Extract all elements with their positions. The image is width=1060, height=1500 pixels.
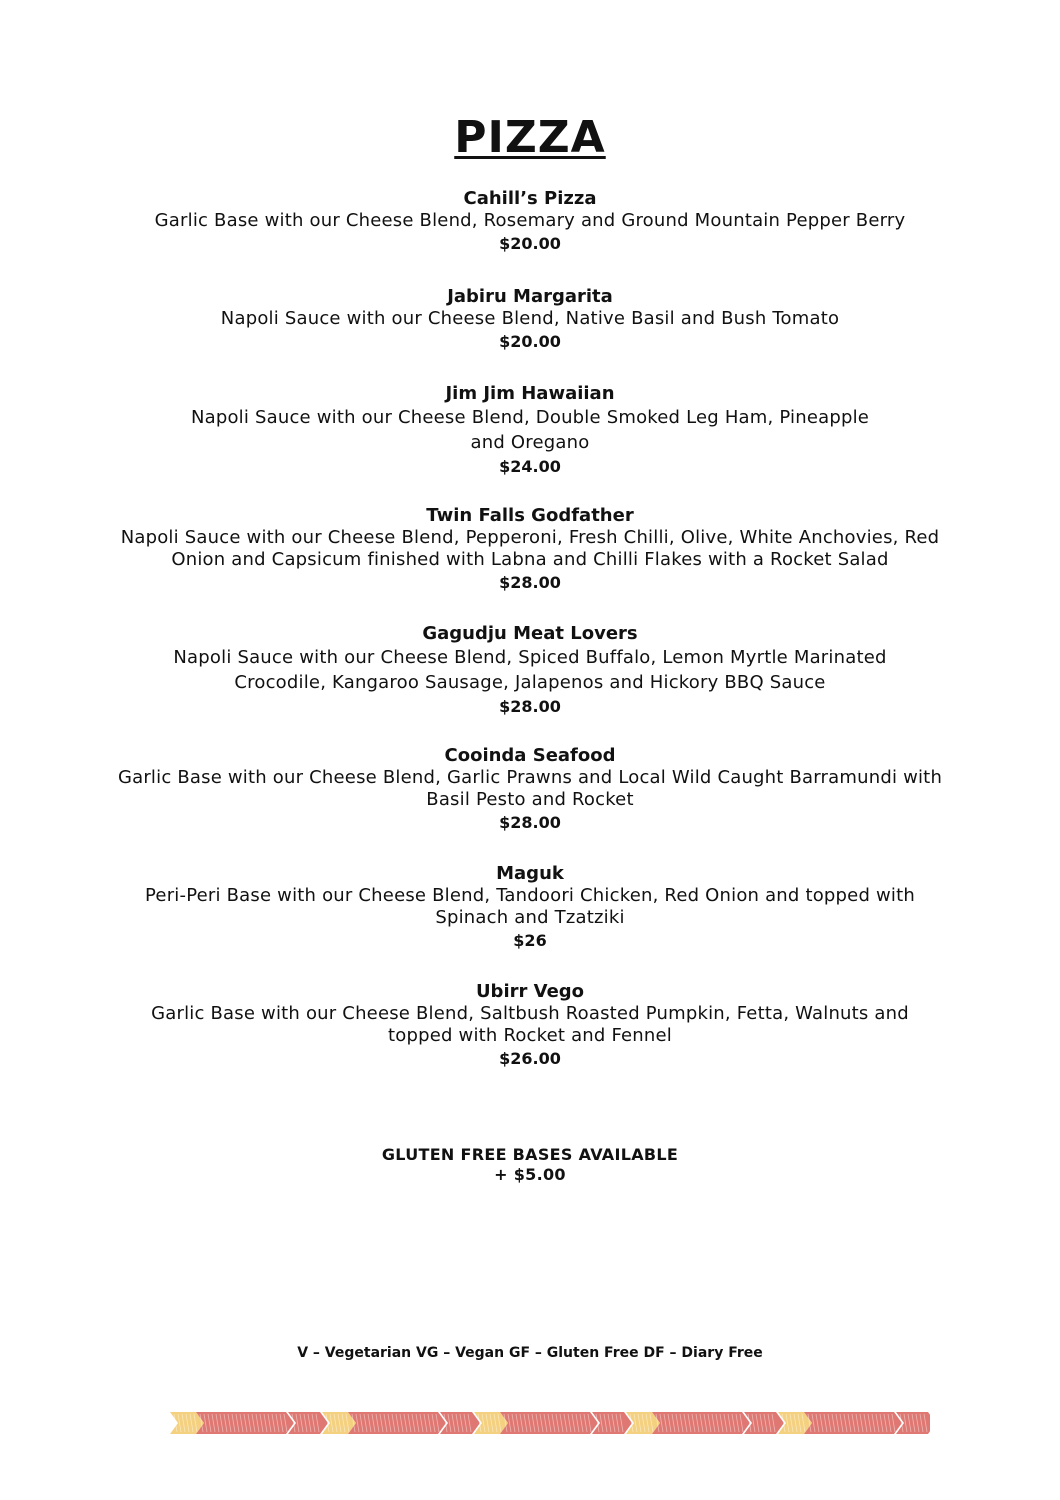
item-description: Crocodile, Kangaroo Sausage, Jalapenos and Hickory BBQ Sauce bbox=[234, 672, 826, 693]
item-name: Ubirr Vego bbox=[475, 981, 585, 1002]
item-description: Napoli Sauce with our Cheese Blend, Double Smoked Leg Ham, Pineapple bbox=[190, 407, 870, 428]
item-description: Napoli Sauce with our Cheese Blend, Spiced Buffalo, Lemon Myrtle Marinated bbox=[173, 647, 887, 668]
item-name: Cooinda Seafood bbox=[444, 745, 616, 766]
item-description: Spinach and Tzatziki bbox=[435, 907, 625, 928]
item-name: Twin Falls Godfather bbox=[426, 505, 634, 526]
item-description: Garlic Base with our Cheese Blend, Saltbush Roasted Pumpkin, Fetta, Walnuts and bbox=[151, 1003, 909, 1024]
item-description: Garlic Base with our Cheese Blend, Rosemary and Ground Mountain Pepper Berry bbox=[154, 210, 906, 231]
menu-item bbox=[100, 981, 960, 1071]
item-description: Napoli Sauce with our Cheese Blend, Native Basil and Bush Tomato bbox=[220, 308, 840, 329]
item-description: and Oregano bbox=[470, 432, 590, 453]
item-price: $28.00 bbox=[499, 697, 561, 716]
item-price: $28.00 bbox=[499, 573, 561, 592]
menu-item bbox=[100, 383, 960, 479]
item-price: $26.00 bbox=[499, 1049, 561, 1068]
item-name: Maguk bbox=[496, 863, 564, 884]
item-price: $26 bbox=[513, 931, 547, 950]
item-name: Cahill’s Pizza bbox=[463, 188, 597, 209]
dietary-legend: V – Vegetarian VG – Vegan GF – Gluten Free DF – Diary Free bbox=[297, 1345, 763, 1361]
item-name: Jim Jim Hawaiian bbox=[445, 383, 615, 404]
item-description: Garlic Base with our Cheese Blend, Garlic Prawns and Local Wild Caught Barramundi with bbox=[117, 767, 943, 788]
gluten-free-notice bbox=[0, 1145, 1060, 1185]
menu-item bbox=[100, 863, 960, 953]
item-description: Onion and Capsicum finished with Labna and Chilli Flakes with a Rocket Salad bbox=[171, 549, 889, 570]
item-price: $24.00 bbox=[499, 457, 561, 476]
menu-item bbox=[100, 623, 960, 719]
item-description: Napoli Sauce with our Cheese Blend, Pepperoni, Fresh Chilli, Olive, White Anchovies, Red bbox=[120, 527, 940, 548]
page-title: PIZZA bbox=[454, 112, 606, 163]
item-price: $28.00 bbox=[499, 813, 561, 832]
item-description: Basil Pesto and Rocket bbox=[426, 789, 634, 810]
item-name: Gagudju Meat Lovers bbox=[422, 623, 638, 644]
menu-item bbox=[100, 286, 960, 354]
menu-item bbox=[100, 505, 960, 595]
menu-item bbox=[100, 188, 960, 256]
menu-item bbox=[100, 745, 960, 835]
gluten-free-price: + $5.00 bbox=[494, 1165, 566, 1184]
item-price: $20.00 bbox=[499, 332, 561, 351]
item-description: Peri-Peri Base with our Cheese Blend, Tandoori Chicken, Red Onion and topped with bbox=[145, 885, 915, 906]
decorative-arrow-border bbox=[170, 1410, 930, 1436]
gluten-free-label: GLUTEN FREE BASES AVAILABLE bbox=[381, 1145, 679, 1164]
item-name: Jabiru Margarita bbox=[447, 286, 613, 307]
item-description: topped with Rocket and Fennel bbox=[387, 1025, 673, 1046]
item-price: $20.00 bbox=[499, 234, 561, 253]
